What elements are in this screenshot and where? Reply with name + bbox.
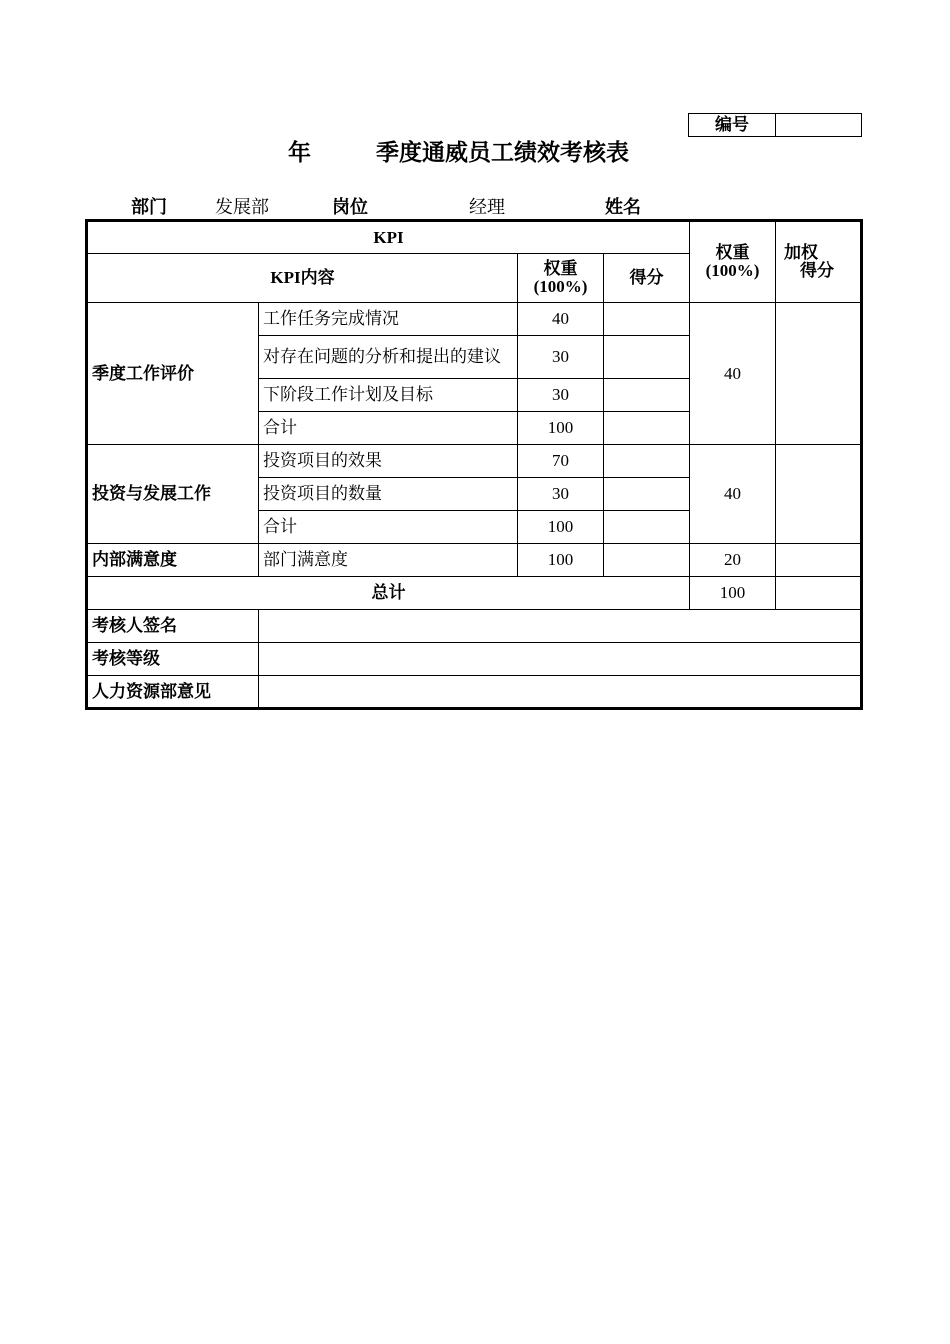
dept-label: 部门 [131,197,167,217]
group-weighted-score[interactable] [776,544,862,577]
weight-header [518,254,604,303]
hr-opinion-field[interactable] [259,676,862,709]
item-weight: 100 [518,412,604,445]
group-weight-header [690,221,776,303]
weight-header-line2: (100%) [533,277,588,296]
weight-header-line1: 权重 [543,259,578,278]
name-label: 姓名 [605,197,641,217]
table-row [87,445,862,478]
footer-row [87,643,862,676]
kpi-item: 工作任务完成情况 [259,303,518,336]
serial-number-label: 编号 [689,114,776,136]
item-score[interactable] [604,336,690,379]
group-name: 投资与发展工作 [87,445,259,544]
item-score[interactable] [604,511,690,544]
group-weight-header-line2: (100%) [705,261,760,280]
group-name: 内部满意度 [87,544,259,577]
item-score[interactable] [604,303,690,336]
footer-row [87,676,862,709]
serial-number-box [688,113,862,137]
kpi-table [85,219,863,710]
reviewer-signature-label: 考核人签名 [87,610,259,643]
item-score[interactable] [604,544,690,577]
item-weight: 30 [518,379,604,412]
review-grade-label: 考核等级 [87,643,259,676]
group-weight: 40 [690,303,776,445]
item-score[interactable] [604,379,690,412]
kpi-header: KPI [87,221,690,254]
group-weighted-score[interactable] [776,303,862,445]
header-row [87,221,862,254]
weighted-score-header-line2: 得分 [800,261,834,280]
total-weight: 100 [690,577,776,610]
item-weight: 100 [518,544,604,577]
group-name: 季度工作评价 [87,303,259,445]
item-score[interactable] [604,445,690,478]
group-weight: 20 [690,544,776,577]
reviewer-signature-field[interactable] [259,610,862,643]
kpi-item: 投资项目的效果 [259,445,518,478]
group-weight: 40 [690,445,776,544]
group-weight-header-line1: 权重 [715,243,750,262]
hr-opinion-label: 人力资源部意见 [87,676,259,709]
item-score[interactable] [604,478,690,511]
score-header: 得分 [604,254,690,303]
item-weight: 30 [518,478,604,511]
kpi-content-header: KPI内容 [87,254,518,303]
kpi-item-subtotal: 合计 [259,511,518,544]
total-label: 总计 [87,577,690,610]
footer-row [87,610,862,643]
page-title: 季度通威员工绩效考核表 [376,140,629,165]
post-value: 经理 [469,197,505,217]
table-row [87,544,862,577]
group-weighted-score[interactable] [776,445,862,544]
serial-number-field[interactable] [776,114,861,136]
kpi-item: 对存在问题的分析和提出的建议 [259,336,518,379]
kpi-item: 投资项目的数量 [259,478,518,511]
kpi-item: 下阶段工作计划及目标 [259,379,518,412]
item-weight: 30 [518,336,604,379]
kpi-item-subtotal: 合计 [259,412,518,445]
item-weight: 40 [518,303,604,336]
post-label: 岗位 [332,197,368,217]
review-grade-field[interactable] [259,643,862,676]
weighted-score-header-line1: 加权 [784,243,818,262]
weighted-score-header [776,221,862,303]
kpi-item: 部门满意度 [259,544,518,577]
title-year: 年 [288,140,311,165]
dept-value: 发展部 [215,197,269,217]
total-weighted-score[interactable] [776,577,862,610]
item-score[interactable] [604,412,690,445]
total-row [87,577,862,610]
table-row [87,303,862,336]
item-weight: 70 [518,445,604,478]
item-weight: 100 [518,511,604,544]
